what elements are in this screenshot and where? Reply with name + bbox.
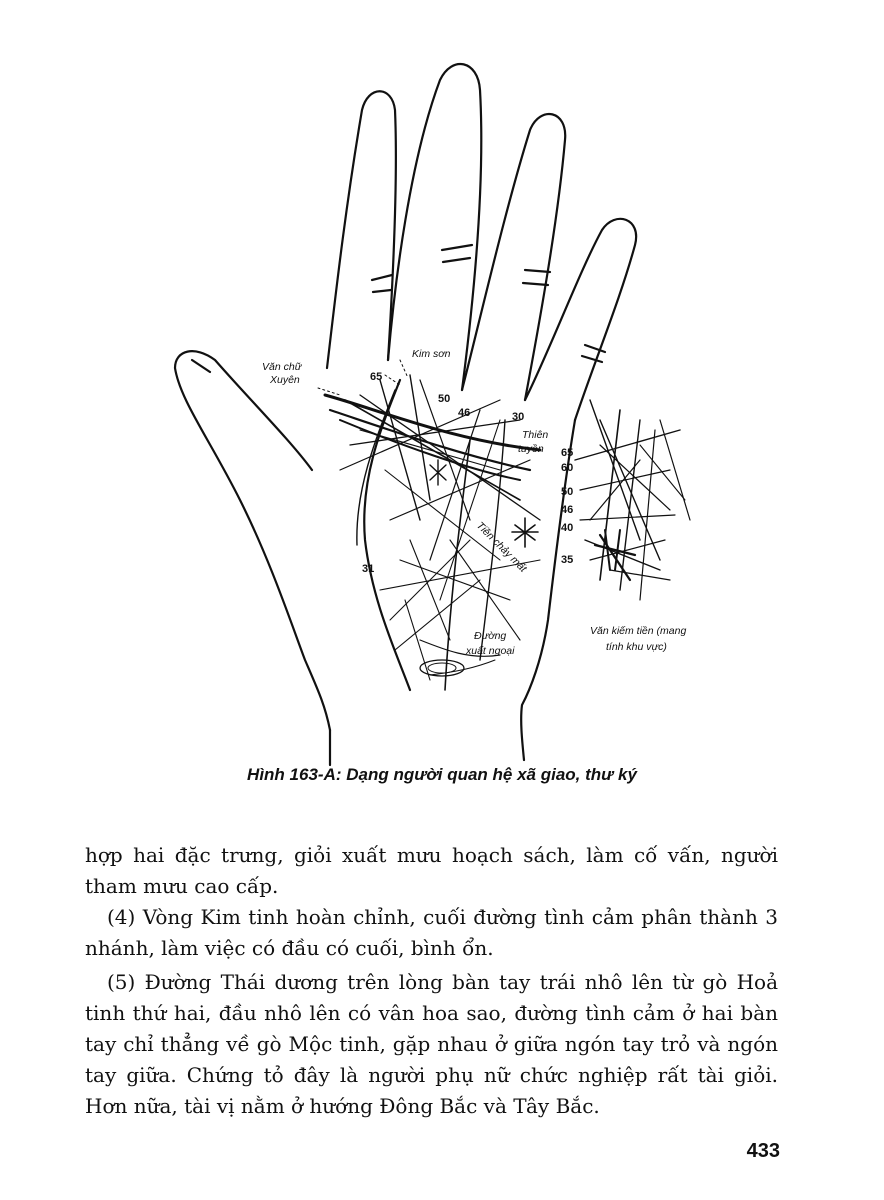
palm-number-46: 46 xyxy=(458,407,471,419)
hand-outline xyxy=(175,64,636,765)
label-van-kiem-tien-2: tính khu vực) xyxy=(606,641,667,653)
scale-number: 35 xyxy=(561,554,574,566)
detail-grid xyxy=(575,400,690,600)
label-thien-tuyen-2: tuyền xyxy=(518,443,544,455)
paragraph: (5) Đường Thái dương trên lòng bàn tay trái nhô lên từ gò Hoả tinh thứ hai, đầu nhô lên có vân hoa sao, đường tình cảm ở hai bàn tay chỉ thẳng về gò Mộc tinh, gặp nhau ở giữa ngón tay trỏ và ngón tay giữa. Chứng tỏ đây là người phụ nữ chức nghiệp rất tài giỏi. Hơn nữa, tài vị nằm ở hướng Đông Bắc và Tây Bắc. xyxy=(85,970,778,1118)
page-number: 433 xyxy=(746,1140,780,1162)
palm-number-30: 30 xyxy=(512,411,525,423)
scale-number: 50 xyxy=(561,486,574,498)
label-thien-tuyen-1: Thiên xyxy=(522,429,549,441)
palm-lines xyxy=(318,360,540,690)
label-van-kiem-tien-1: Văn kiếm tiền (mang xyxy=(590,625,687,637)
palm-number-31: 31 xyxy=(362,563,375,575)
scale-number: 46 xyxy=(561,504,574,516)
label-van-chu-xuyen-2: Xuyên xyxy=(270,374,300,386)
scale-number: 60 xyxy=(561,462,574,474)
palm-number-65: 65 xyxy=(370,371,383,383)
label-tien-chay-mat: Tiền chảy mất xyxy=(473,519,529,575)
label-van-chu-xuyen-1: Văn chữ xyxy=(262,361,302,373)
scale-number: 65 xyxy=(561,447,574,459)
label-duong-xuat-ngoai-2: xuất ngoại xyxy=(466,645,515,657)
paragraph: (4) Vòng Kim tinh hoàn chỉnh, cuối đường tình cảm phân thành 3 nhánh, làm việc có đầu có cuối, bình ổn. xyxy=(85,905,778,960)
label-duong-xuat-ngoai-1: Đường xyxy=(474,630,507,642)
figure-caption: Hình 163-A: Dạng người quan hệ xã giao, thư ký xyxy=(247,765,637,784)
label-kim-son: Kim sơn xyxy=(412,348,451,360)
palm-number-50: 50 xyxy=(438,393,451,405)
scale-number: 40 xyxy=(561,522,574,534)
paragraph: hợp hai đặc trưng, giỏi xuất mưu hoạch sách, làm cố vấn, người tham mưu cao cấp. xyxy=(85,843,778,898)
